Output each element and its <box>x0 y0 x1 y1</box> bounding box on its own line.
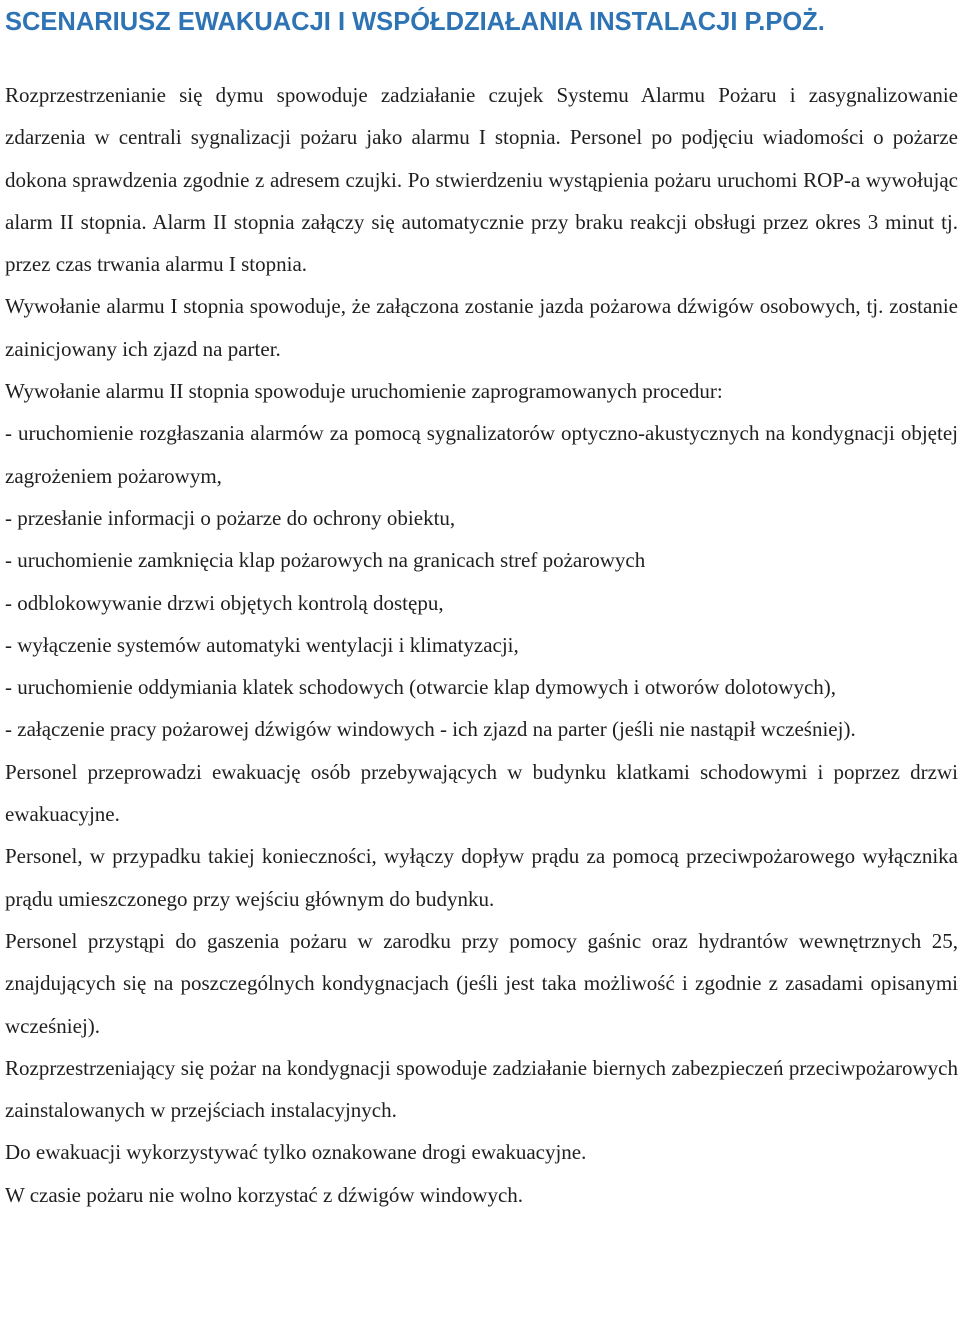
paragraph-evacuation: Personel przeprowadzi ewakuację osób przebywających w budynku klatkami schodowymi i poprzez drzwi ewakuacyjne. <box>5 759 958 827</box>
list-item-fire-dampers: - uruchomienie zamknięcia klap pożarowych na granicach stref pożarowych <box>5 548 646 573</box>
list-item-elevators: - załączenie pracy pożarowej dźwigów windowych - ich zjazd na parter (jeśli nie nastąpił wcześniej). <box>5 717 856 742</box>
paragraph-marked-routes: Do ewakuacji wykorzystywać tylko oznakowane drogi ewakuacyjne. <box>5 1140 587 1165</box>
list-item-announcement: - uruchomienie rozgłaszania alarmów za pomocą sygnalizatorów optyczno-akustycznych na kondygnacji objętej zagrożeniem pożarowym, <box>5 421 958 488</box>
paragraph-smoke-detection: Rozprzestrzenianie się dymu spowoduje zadziałanie czujek Systemu Alarmu Pożaru i zasygnalizowanie zdarzenia w centrali sygnalizacji pożaru jako alarmu I stopnia. Personel po podjęciu wiadomości o pożarze dokona sprawdzenia zgodnie z adresem czujki. Po stwierdzeniu wystąpienia pożaru uruchomi ROP-a wywołując alarm II stopnia. Alarm II stopnia załączy się automatycznie przy braku reakcji obsługi przez okres 3 minut tj. przez czas trwania alarmu I stopnia. <box>5 83 958 277</box>
paragraph-alarm-level-1: Wywołanie alarmu I stopnia spowoduje, że załączona zostanie jazda pożarowa dźwigów osobowych, tj. zostanie zainicjowany ich zjazd na parter. <box>5 294 958 361</box>
paragraph-extinguishing: Personel przystąpi do gaszenia pożaru w zarodku przy pomocy gaśnic oraz hydrantów wewnętrznych 25, znajdujących się na poszczególnych kondygnacjach (jeśli jest taka możliwość i zgodnie z zasadami opisanymi wcześniej). <box>5 928 958 1038</box>
list-item-access-control: - odblokowywanie drzwi objętych kontrolą dostępu, <box>5 590 444 615</box>
paragraph-no-elevators: W czasie pożaru nie wolno korzystać z dźwigów windowych. <box>5 1182 524 1207</box>
paragraph-power-cutoff: Personel, w przypadku takiej konieczności, wyłączy dopływ prądu za pomocą przeciwpożarowego wyłącznika prądu umieszczonego przy wejściu głównym do budynku. <box>5 844 958 911</box>
list-item-ventilation-off: - wyłączenie systemów automatyki wentylacji i klimatyzacji, <box>5 632 519 657</box>
paragraph-alarm-level-2-intro: Wywołanie alarmu II stopnia spowoduje uruchomienie zaprogramowanych procedur: <box>5 379 723 404</box>
paragraph-passive-protection: Rozprzestrzeniający się pożar na kondygnacji spowoduje zadziałanie biernych zabezpieczeń przeciwpożarowych zainstalowanych w przejściach instalacyjnych. <box>5 1055 958 1123</box>
document-body <box>5 74 958 1216</box>
document-title: SCENARIUSZ EWAKUACJI I WSPÓŁDZIAŁANIA INSTALACJI P.POŻ. <box>5 8 825 36</box>
list-item-smoke-exhaust: - uruchomienie oddymiania klatek schodowych (otwarcie klap dymowych i otworów dolotowych), <box>5 675 837 700</box>
list-item-notify-security: - przesłanie informacji o pożarze do ochrony obiektu, <box>5 505 456 530</box>
document-page <box>5 0 958 1216</box>
